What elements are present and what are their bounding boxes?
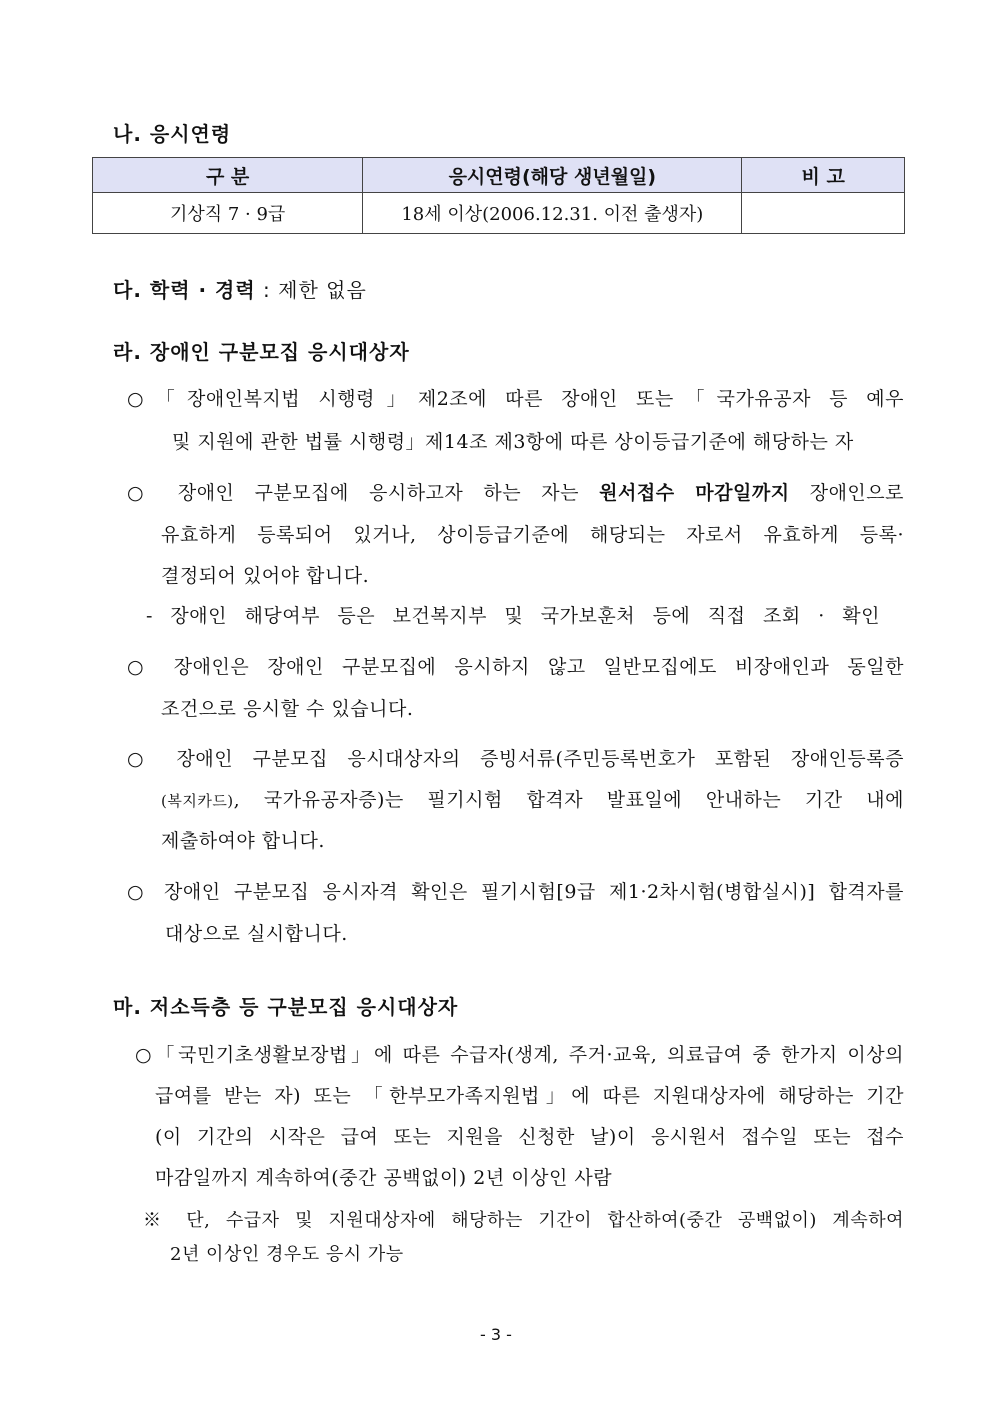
lowincome-bullet-line-4: 마감일까지 계속하여(중간 공백없이) 2년 이상인 사람 <box>155 1167 613 1189</box>
section-disabled-heading: 라. 장애인 구분모집 응시대상자 <box>113 340 410 364</box>
education-colon: : <box>255 278 279 302</box>
table-row <box>93 193 905 234</box>
disabled-bullet-5-line-1: ○ 장애인 구분모집 응시자격 확인은 필기시험[9급 제1·2차시험(병합실시)] 합격자를 <box>127 881 904 903</box>
table-header-row <box>93 158 905 193</box>
disabled-bullet-5-line-2: 대상으로 실시합니다. <box>165 923 348 945</box>
lowincome-note-line-2: 2년 이상인 경우도 응시 가능 <box>170 1244 404 1265</box>
section-education-heading <box>113 274 367 303</box>
header-age: 응시연령(해당 생년월일) <box>363 158 742 193</box>
disabled-bullet-2-line-2: 유효하게 등록되어 있거나, 상이등급기준에 해당되는 자로서 유효하게 등록· <box>161 524 904 546</box>
header-remarks: 비 고 <box>742 158 905 193</box>
disabled-bullet-3-line-2: 조건으로 응시할 수 있습니다. <box>161 698 414 720</box>
page-number: - 3 - <box>480 1325 512 1344</box>
cell-remarks <box>742 193 905 234</box>
education-value: 제한 없음 <box>278 278 367 302</box>
disabled-bullet-4-line-1: ○ 장애인 구분모집 응시대상자의 증빙서류(주민등록번호가 포함된 장애인등록증 <box>127 748 904 770</box>
disabled-bullet-4-line-2-text: , 국가유공자증)는 필기시험 합격자 발표일에 안내하는 기간 내에 <box>233 789 904 811</box>
age-table <box>92 157 905 234</box>
lowincome-bullet-line-2: 급여를 받는 자) 또는 「한부모가족지원법」에 따른 지원대상자에 해당하는 기간 <box>155 1085 904 1107</box>
disabled-bullet-2-line-1 <box>127 478 904 505</box>
disabled-bullet-2-line-3: 결정되어 있어야 합니다. <box>161 565 370 587</box>
lowincome-bullet-line-1: ○「국민기초생활보장법」에 따른 수급자(생계, 주거·교육, 의료급여 중 한가지 이상의 <box>135 1044 904 1066</box>
disabled-bullet-2-pre: ○ 장애인 구분모집에 응시하고자 하는 자는 <box>127 482 600 504</box>
disabled-bullet-1-line-1: ○「장애인복지법 시행령」제2조에 따른 장애인 또는「국가유공자 등 예우 <box>127 388 904 410</box>
disabled-bullet-4-line-3: 제출하여야 합니다. <box>161 830 325 852</box>
lowincome-bullet-line-3: (이 기간의 시작은 급여 또는 지원을 신청한 날)이 응시원서 접수일 또는 접수 <box>155 1126 904 1148</box>
disabled-bullet-2-emphasis: 원서접수 마감일까지 <box>599 482 790 504</box>
disabled-bullet-4-line-2 <box>161 785 904 812</box>
header-category: 구 분 <box>93 158 363 193</box>
section-lowincome-heading: 마. 저소득층 등 구분모집 응시대상자 <box>113 995 459 1019</box>
disabled-bullet-2-sub: - 장애인 해당여부 등은 보건복지부 및 국가보훈처 등에 직접 조회 · 확인 <box>146 605 880 627</box>
disabled-bullet-1-line-2: 및 지원에 관한 법률 시행령」제14조 제3항에 따른 상이등급기준에 해당하는 자 <box>172 431 854 453</box>
education-title: 다. 학력 · 경력 <box>113 278 256 302</box>
cell-category: 기상직 7 · 9급 <box>93 193 363 234</box>
cell-age: 18세 이상(2006.12.31. 이전 출생자) <box>363 193 742 234</box>
lowincome-note-line-1: ※ 단, 수급자 및 지원대상자에 해당하는 기간이 합산하여(중간 공백없이) 계속하여 <box>143 1210 904 1231</box>
section-age-heading: 나. 응시연령 <box>113 122 232 146</box>
disabled-bullet-2-post: 장애인으로 <box>789 482 904 504</box>
disabled-bullet-3-line-1: ○ 장애인은 장애인 구분모집에 응시하지 않고 일반모집에도 비장애인과 동일한 <box>127 656 904 678</box>
welfare-card-note: (복지카드) <box>161 792 234 810</box>
